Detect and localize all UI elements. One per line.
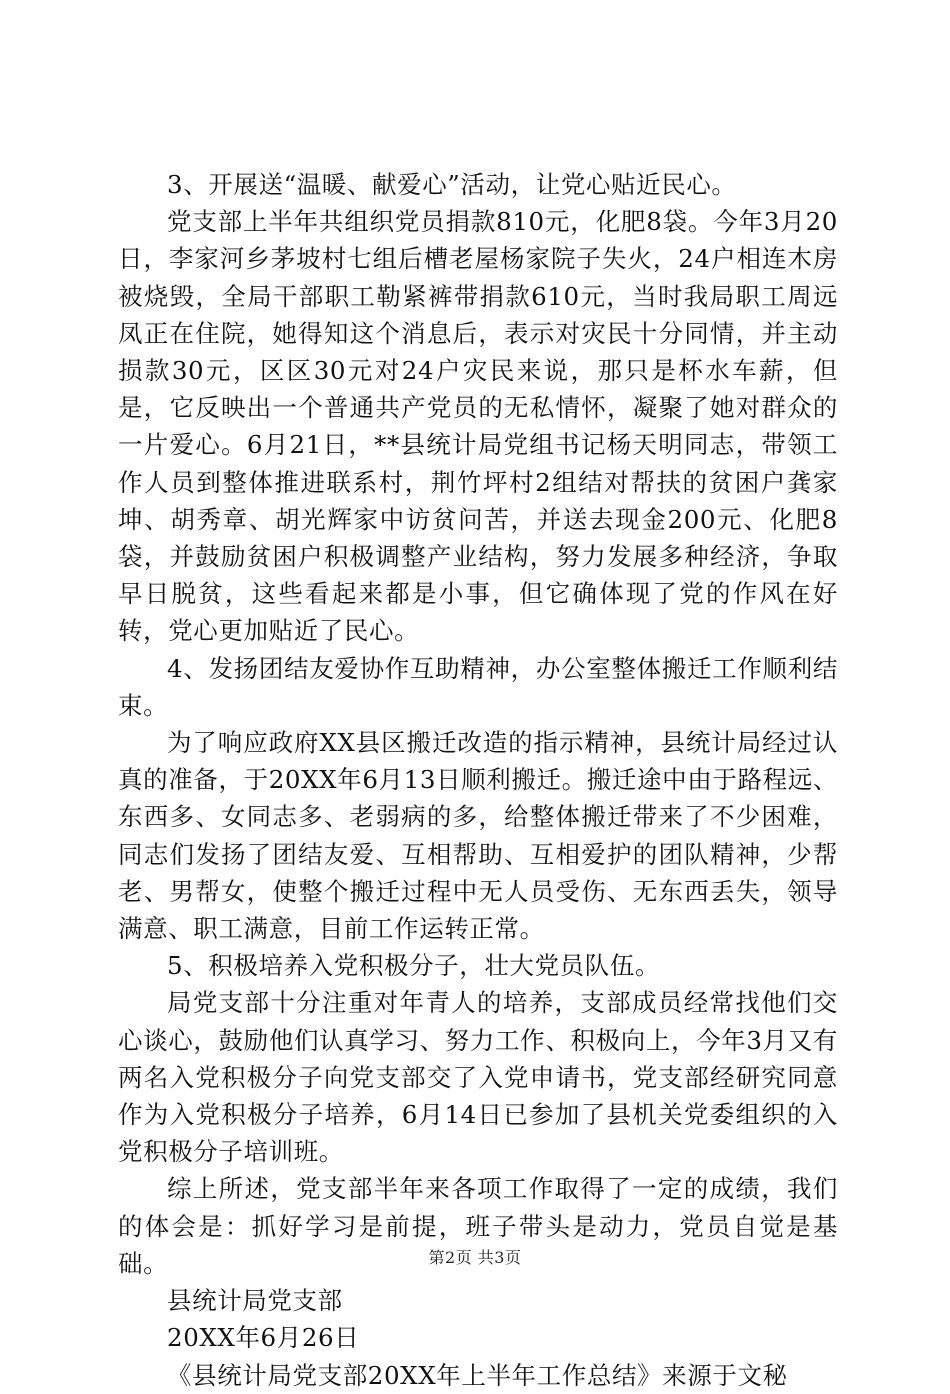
source-line: 《县统计局党支部20XX年上半年工作总结》来源于文秘 <box>167 1360 788 1390</box>
paragraph-party-members: 局党支部十分注重对年青人的培养，支部成员经常找他们交心谈心，鼓励他们认真学习、努力工作、积极向上，今年3月又有两名入党积极分子向党支部交了入党申请书，党支部经研究同意作为入党积极分子培养，6月14日已参加了县机关党委组织的入党积极分子培训班。 <box>118 988 838 1167</box>
signature-organization: 县统计局党支部 <box>167 1286 343 1316</box>
document-body <box>118 166 838 1394</box>
signature-date: 20XX年6月26日 <box>167 1323 360 1353</box>
paragraph-relocation: 为了响应政府XX县区搬迁改造的指示精神，县统计局经过认真的准备，于20XX年6月13日顺利搬迁。搬迁途中由于路程远、东西多、女同志多、老弱病的多，给整体搬迁带来了不少困难，同志们发扬了团结友爱、互相帮助、互相爱护的团队精神，少帮老、男帮女，使整个搬迁过程中无人员受伤、无东西丢失，领导满意、职工满意，目前工作运转正常。 <box>118 728 838 944</box>
heading-item-5: 5、积极培养入党积极分子，壮大党员队伍。 <box>167 951 661 981</box>
page-number-footer: 第2页 共3页 <box>428 1248 522 1267</box>
heading-item-3: 3、开展送“温暖、献爱心”活动，让党心贴近民心。 <box>167 170 737 199</box>
heading-item-4: 4、发扬团结友爱协作互助精神，办公室整体搬迁工作顺利结束。 <box>118 653 838 720</box>
paragraph-summary: 综上所述，党支部半年来各项工作取得了一定的成绩，我们的体会是：抓好学习是前提，班子带头是动力，党员自觉是基础。 <box>118 1174 838 1278</box>
paragraph-donations: 党支部上半年共组织党员捐款810元，化肥8袋。今年3月20日，李家河乡茅坡村七组后槽老屋杨家院子失火，24户相连木房被烧毁，全局干部职工勒紧裤带捐款610元，当时我局职工周远凤正在住院，她得知这个消息后，表示对灾民十分同情，并主动损款30元，区区30元对24户灾民来说，那只是杯水车薪，但是，它反映出一个普通共产党员的无私情怀，凝聚了她对群众的一片爱心。6月21日，**县统计局党组书记杨天明同志，带领工作人员到整体推进联系村，荆竹坪村2组结对帮扶的贫困户龚家坤、胡秀章、胡光辉家中访贫问苦，并送去现金200元、化肥8袋，并鼓励贫困户积极调整产业结构，努力发展多种经济，争取早日脱贫，这些看起来都是小事，但它确体现了党的作风在好转，党心更加贴近了民心。 <box>118 207 838 646</box>
